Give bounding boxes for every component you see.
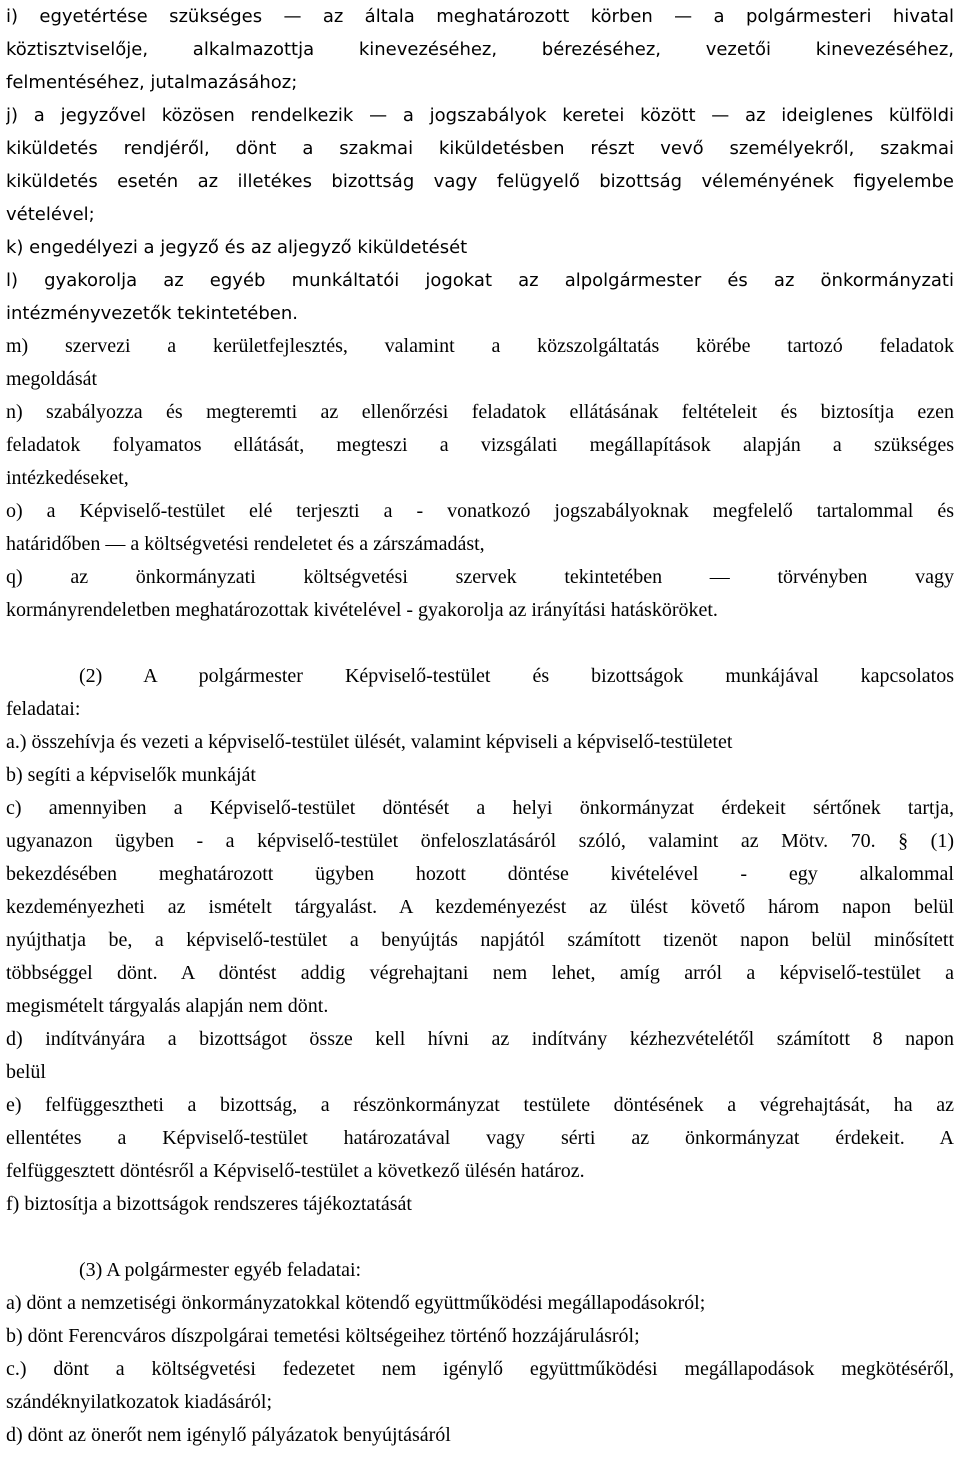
text-line: intézkedéseket, [6, 467, 129, 489]
text-line: n) szabályozza és megteremti az ellenőrzési feladatok ellátásának feltételeit és biztosítja ezen [6, 401, 954, 423]
text-line: vételével; [6, 204, 95, 225]
text-line: felfüggesztett döntésről a Képviselő-testület a következő ülésén határoz. [6, 1160, 585, 1182]
text-line: többséggel dönt. A döntést addig végrehajtani nem lehet, amíg arról a képviselő-testület a [6, 962, 954, 984]
text-line: bekezdésében meghatározott ügyben hozott döntése kivételével - egy alkalommal [6, 863, 954, 885]
text-line: (3) A polgármester egyéb feladatai: [79, 1259, 362, 1281]
text-line: kiküldetés rendjéről, dönt a szakmai kiküldetésben részt vevő személyekről, szakmai [6, 138, 954, 159]
text-line: feladatai: [6, 698, 81, 720]
text-line: feladatok folyamatos ellátását, megteszi a vizsgálati megállapítások alapján a szükséges [6, 434, 954, 456]
text-line: kiküldetés esetén az illetékes bizottság vagy felügyelő bizottság véleményének figyelembe [6, 171, 954, 192]
text-line: b) dönt Ferencváros díszpolgárai temetési költségeihez történő hozzájárulásról; [6, 1325, 640, 1347]
text-line: intézményvezetők tekintetében. [6, 303, 298, 324]
text-line: l) gyakorolja az egyéb munkáltatói jogokat az alpolgármester és az önkormányzati [6, 270, 954, 291]
text-line: b) segíti a képviselők munkáját [6, 764, 256, 786]
text-line: (2) A polgármester Képviselő-testület és bizottságok munkájával kapcsolatos [79, 665, 954, 687]
text-line: szándéknyilatkozatok kiadásáról; [6, 1391, 273, 1413]
text-line: c) amennyiben a Képviselő-testület döntését a helyi önkormányzat érdekeit sértőnek tartja, [6, 797, 954, 819]
text-line: kormányrendeletben meghatározottak kivételével - gyakorolja az irányítási hatásköröket. [6, 599, 718, 621]
text-line: megismételt tárgyalás alapján nem dönt. [6, 995, 329, 1017]
text-line: i) egyetértése szükséges — az általa meghatározott körben — a polgármesteri hivatal [6, 6, 954, 27]
text-line: köztisztviselője, alkalmazottja kinevezéséhez, bérezéséhez, vezetői kinevezéséhez, [6, 39, 954, 60]
text-line: belül [6, 1061, 46, 1083]
text-line: k) engedélyezi a jegyző és az aljegyző kiküldetését [6, 237, 468, 258]
text-line: felmentéséhez, jutalmazásához; [6, 72, 298, 93]
text-line: e) felfüggesztheti a bizottság, a részönkormányzat testülete döntésének a végrehajtását, ha az [6, 1094, 954, 1116]
text-line: nyújthatja be, a képviselő-testület a benyújtás napjától számított tizenöt napon belül minősített [6, 929, 954, 951]
text-line: m) szervezi a kerületfejlesztés, valamint a közszolgáltatás körébe tartozó feladatok [6, 335, 954, 357]
text-line: f) biztosítja a bizottságok rendszeres tájékoztatását [6, 1193, 412, 1215]
text-line: a) dönt a nemzetiségi önkormányzatokkal kötendő együttműködési megállapodásokról; [6, 1292, 706, 1314]
text-line: j) a jegyzővel közösen rendelkezik — a jogszabályok keretei között — az ideiglenes külföldi [6, 105, 954, 126]
text-line: ugyanazon ügyben - a képviselő-testület önfeloszlatásáról szóló, valamint az Mötv. 70. § (1) [6, 830, 954, 852]
text-line: ellentétes a Képviselő-testület határozatával vagy sérti az önkormányzat érdekeit. A [6, 1127, 954, 1149]
text-line: határidőben — a költségvetési rendeletet és a zárszámadást, [6, 533, 485, 555]
text-line: q) az önkormányzati költségvetési szervek tekintetében — törvényben vagy [6, 566, 954, 588]
text-line: o) a Képviselő-testület elé terjeszti a - vonatkozó jogszabályoknak megfelelő tartalommal és [6, 500, 954, 522]
text-line: d) dönt az önerőt nem igénylő pályázatok benyújtásáról [6, 1424, 451, 1446]
text-line: a.) összehívja és vezeti a képviselő-testület ülését, valamint képviseli a képviselő-testületet [6, 731, 733, 753]
text-line: megoldását [6, 368, 98, 390]
text-line: c.) dönt a költségvetési fedezetet nem igénylő együttműködési megállapodások megkötéséről, [6, 1358, 954, 1380]
text-line: kezdeményezheti az ismételt tárgyalást. A kezdeményezést az ülést követő három napon belül [6, 896, 954, 918]
text-line: d) indítványára a bizottságot össze kell hívni az indítvány kézhezvételétől számított 8 napon [6, 1028, 954, 1050]
